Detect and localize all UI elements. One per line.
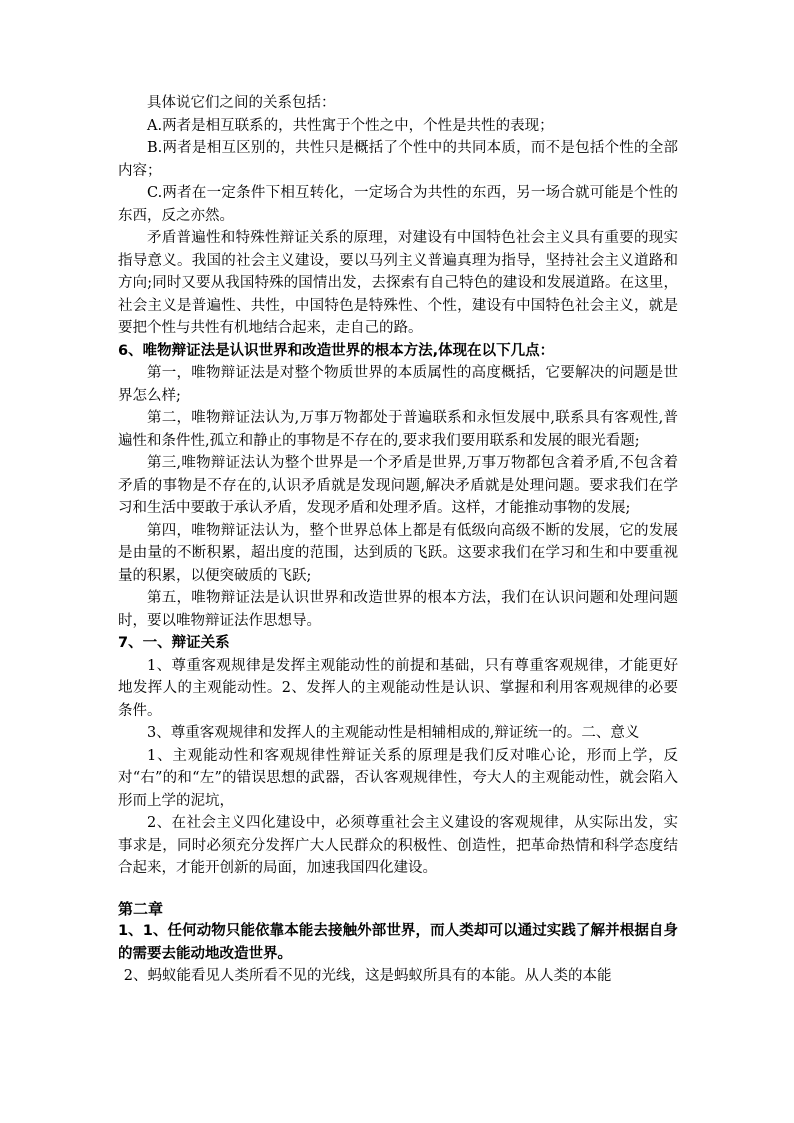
paragraph-relations-intro: 具体说它们之间的关系包括： xyxy=(147,95,336,111)
paragraph-chapter2-item-2: 2、蚂蚁能看见人类所看不见的光线，这是蚂蚁所具有的本能。从人类的本能 xyxy=(123,968,612,984)
paragraph-relation-c: C.两者在一定条件下相互转化，一定场合为共性的东西，另一场合就可能是个性的东西，反之亦然。 xyxy=(118,185,678,224)
paragraph-chapter2-item-1: 1、1、任何动物只能依靠本能去接触外部世界，而人类却可以通过实践了解并根据自身的需要去能动地改造世界。 xyxy=(118,923,678,962)
chapter-heading: 第二章 xyxy=(118,899,164,918)
paragraph-relation-b: B.两者是相互区别的，共性只是概括了个性中的共同本质，而不是包括个性的全部内容； xyxy=(118,140,678,179)
paragraph-point-2: 第二，唯物辩证法认为,万事万物都处于普遍联系和永恒发展中,联系具有客观性,普遍性和条件性,孤立和静止的事物是不存在的,要求我们要用联系和发展的眼光看题; xyxy=(118,410,678,449)
paragraph-significance-1: 1、主观能动性和客观规律性辩证关系的原理是我们反对唯心论，形而上学，反对“右”的和“左”的错误思想的武器，否认客观规律性，夸大人的主观能动性，就会陷入形而上学的泥坑， xyxy=(118,747,678,809)
paragraph-point-5: 第五，唯物辩证法是认识世界和改造世界的根本方法，我们在认识问题和处理问题时，要以唯物辩证法作思想导。 xyxy=(118,590,678,629)
paragraph-point-1: 第一，唯物辩证法是对整个物质世界的本质属性的高度概括，它要解决的问题是世界怎么样; xyxy=(118,365,678,404)
paragraph-dialectic-1-2: 1、尊重客观规律是发挥主观能动性的前提和基础，只有尊重客观规律，才能更好地发挥人的主观能动性。2、发挥人的主观能动性是认识、掌握和利用客观规律的必要条件。 xyxy=(118,657,678,719)
paragraph-significance-2: 2、在社会主义四化建设中，必须尊重社会主义建设的客观规律，从实际出发，实事求是，同时必须充分发挥广大人民群众的积极性、创造性，把革命热情和科学态度结合起来，才能开创新的局面，加速我国四化建设。 xyxy=(118,815,678,876)
paragraph-contradiction-principle: 矛盾普遍性和特殊性辩证关系的原理，对建设有中国特色社会主义具有重要的现实指导意义。我国的社会主义建设，要以马列主义普遍真理为指导，坚持社会主义道路和方向;同时又要从我国特殊的国情出发，去探索有自己特色的建设和发展道路。在这里，社会主义是普遍性、共性，中国特色是特殊性、个性，建设有中国特色社会主义，就是要把个性与共性有机地结合起来，走自己的路。 xyxy=(118,230,678,336)
heading-item-7: 7、一、辩证关系 xyxy=(118,635,230,651)
paragraph-point-4: 第四，唯物辩证法认为，整个世界总体上都是有低级向高级不断的发展，它的发展是由量的不断积累，超出度的范围，达到质的飞跃。这要求我们在学习和生和中要重视量的积累，以便突破质的飞跃; xyxy=(118,522,678,584)
heading-item-6: 6、唯物辩证法是认识世界和改造世界的根本方法,体现在以下几点： xyxy=(118,342,555,359)
document-body xyxy=(118,92,678,988)
paragraph-relation-a: A.两者是相互联系的，共性寓于个性之中，个性是共性的表现； xyxy=(147,117,554,134)
paragraph-point-3: 第三,唯物辩证法认为整个世界是一个矛盾是世界,万事万物都包含着矛盾,不包含着矛盾的事物是不存在的,认识矛盾就是发现问题,解决矛盾就是处理问题。要求我们在学习和生活中要敢于承认矛盾，发现矛盾和处理矛盾。这样，才能推动事物的发展; xyxy=(118,455,678,516)
paragraph-dialectic-3: 3、尊重客观规律和发挥人的主观能动性是相辅相成的,辩证统一的。二、意义 xyxy=(147,725,640,741)
